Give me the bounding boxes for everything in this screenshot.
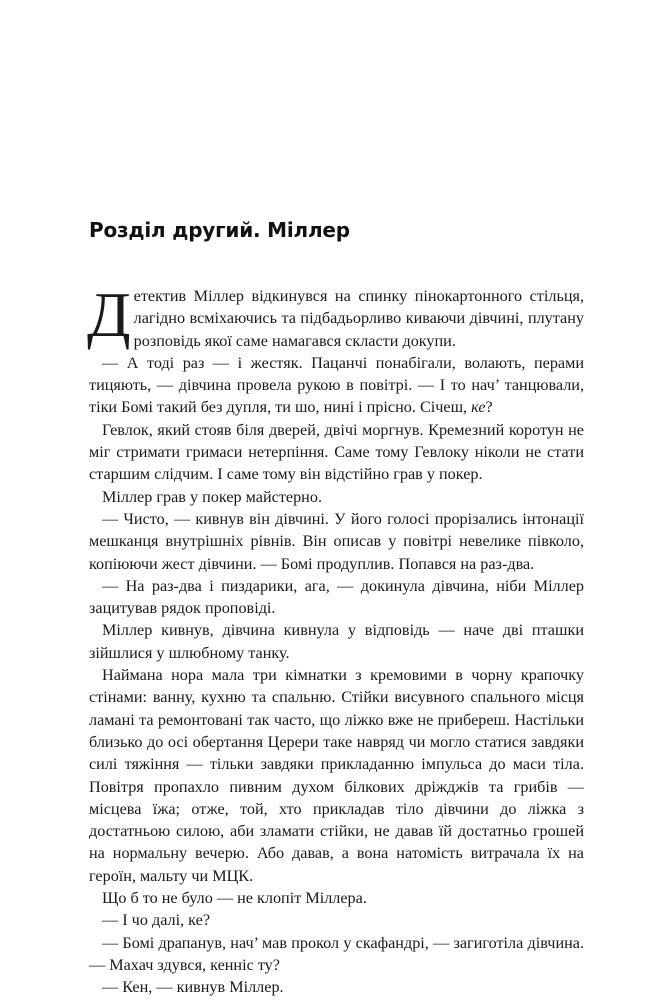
paragraph-text-tail: ?	[485, 398, 493, 417]
paragraph-text: етектив Міллер відкинувся на спинку пінокартонного стільця, лагідно всміхаючись та підбадьорливо киваючи дівчині, плутану розповідь якої саме намагався скласти докупи.	[133, 287, 584, 350]
paragraph: — І чо далі, ке?	[102, 911, 211, 930]
paragraph: Міллер кивнув, дівчина кивнула у відповідь — наче дві пташки зійшлися у шлюбному танку.	[89, 621, 584, 662]
paragraph: Гевлок, який стояв біля дверей, двічі моргнув. Кремезний коротун не міг стримати гримаси нетерпіння. Саме тому Гевлоку ніколи не стати старшим слідчим. І саме тому він відстійно грав у покер.	[89, 420, 584, 484]
paragraph: — Чисто, — кивнув він дівчині. У його голосі прорізались інтонації мешканця внутрішніх рівнів. Він описав у повітрі невелике півколо, копіюючи жест дівчини. — Бомі продуплив. Попався на раз-два.	[89, 509, 584, 573]
paragraph: Що б то не було — не клопіт Міллера.	[102, 889, 367, 908]
paragraph: Наймана нора мала три кімнатки з кремовими в чорну крапочку стінами: ванну, кухню та спальню. Стійки висувного спального місця ламані та ремонтовані так часто, що ліжко вже не прибереш. Настільки близько до осі обертання Церери таке навряд чи могло статися завдяки силі тяжіння — тільки завдяки прикладанню імпульса до маси тіла. Повітря пропахло пивним духом білкових дріжджів та грибів — місцева їжа; отже, той, хто прикладав тіло дівчини до ліжка з достатньою силою, аби зламати стійки, не давав їй достатньо грошей на нормальну вечерю. Або давав, а вона натомість витрачала їх на героїн, мальту чи МЦК.	[89, 666, 584, 885]
drop-cap: Д	[87, 279, 131, 350]
emphasized-word: ке	[471, 398, 486, 417]
paragraph	[89, 352, 584, 419]
paragraph-text: — А тоді раз — і жестяк. Пацанчі понабігали, волають, перами тицяють, — дівчина провела рукою в повітрі. — І то нач’ танцювали, тіки Бомі такий без дупля, ти шо, нині і прісно. Січеш,	[89, 353, 584, 417]
chapter-text	[87, 279, 584, 999]
chapter-title: Розділ другий. Міллер	[89, 218, 350, 242]
paragraph	[87, 279, 584, 352]
paragraph: — Бомі драпанув, нач’ мав прокол у скафандрі, — загиготіла дівчина. — Махач здувся, кенніс ту?	[89, 933, 584, 974]
paragraph: Міллер грав у покер майстерно.	[102, 487, 322, 506]
paragraph: — На раз-два і пиздарики, ага, — докинула дівчина, ніби Міллер зацитував рядок проповіді.	[89, 576, 584, 618]
paragraph: — Кен, — кивнув Міллер.	[102, 978, 284, 997]
